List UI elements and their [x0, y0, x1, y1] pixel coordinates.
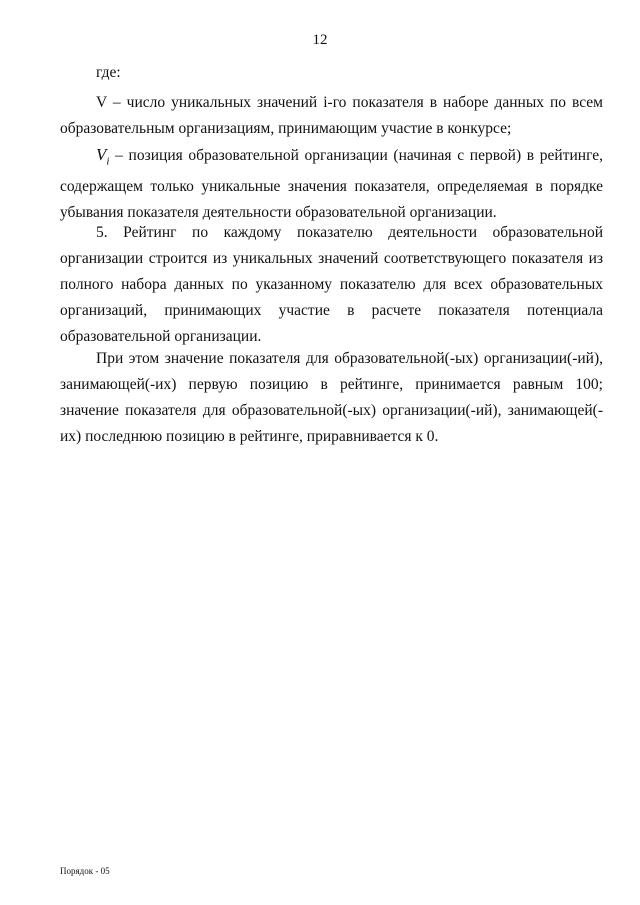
definition-vi-block — [60, 142, 603, 226]
definition-vi — [60, 142, 603, 226]
paragraph-6: При этом значение показателя для образовательной(-ых) организации(-ий), занимающей(-их) первую позицию в рейтинге, принимается равным 100; значение показателя для образовательной(-ых) организации(-ий), занимающей(-их) последнюю позицию в рейтинге, приравнивается к 0. — [60, 350, 603, 445]
footer-label: Порядок - 05 — [60, 866, 110, 876]
definition-v — [60, 90, 603, 142]
definition-v-block — [60, 90, 603, 142]
variable-v: V — [96, 94, 107, 111]
page-number: 12 — [312, 32, 328, 48]
paragraph-6-block — [60, 346, 603, 450]
variable-vi — [96, 145, 110, 168]
paragraph-5: 5. Рейтинг по каждому показателю деятельности образовательной организации строится из уникальных значений соответствующего показателя из полного набора данных по указанному показателю для всех образовательных организаций, принимающих участие в расчете показателя потенциала образовательной организации. — [60, 224, 603, 345]
variable-vi-symbol: V — [96, 145, 107, 164]
definition-v-text: – число уникальных значений i-го показателя в наборе данных по всем образовательным организациям, принимающим участие в конкурсе; — [60, 94, 603, 137]
definition-vi-text: – позиция образовательной организации (начиная с первой) в рейтинге, содержащем только уникальные значения показателя, определяемая в порядке убывания показателя деятельности образовательной организации. — [60, 147, 603, 222]
where-label-block — [60, 60, 603, 86]
variable-vi-subscript: i — [106, 155, 110, 168]
paragraph-5-block — [60, 220, 603, 350]
where-label: где: — [96, 64, 121, 81]
